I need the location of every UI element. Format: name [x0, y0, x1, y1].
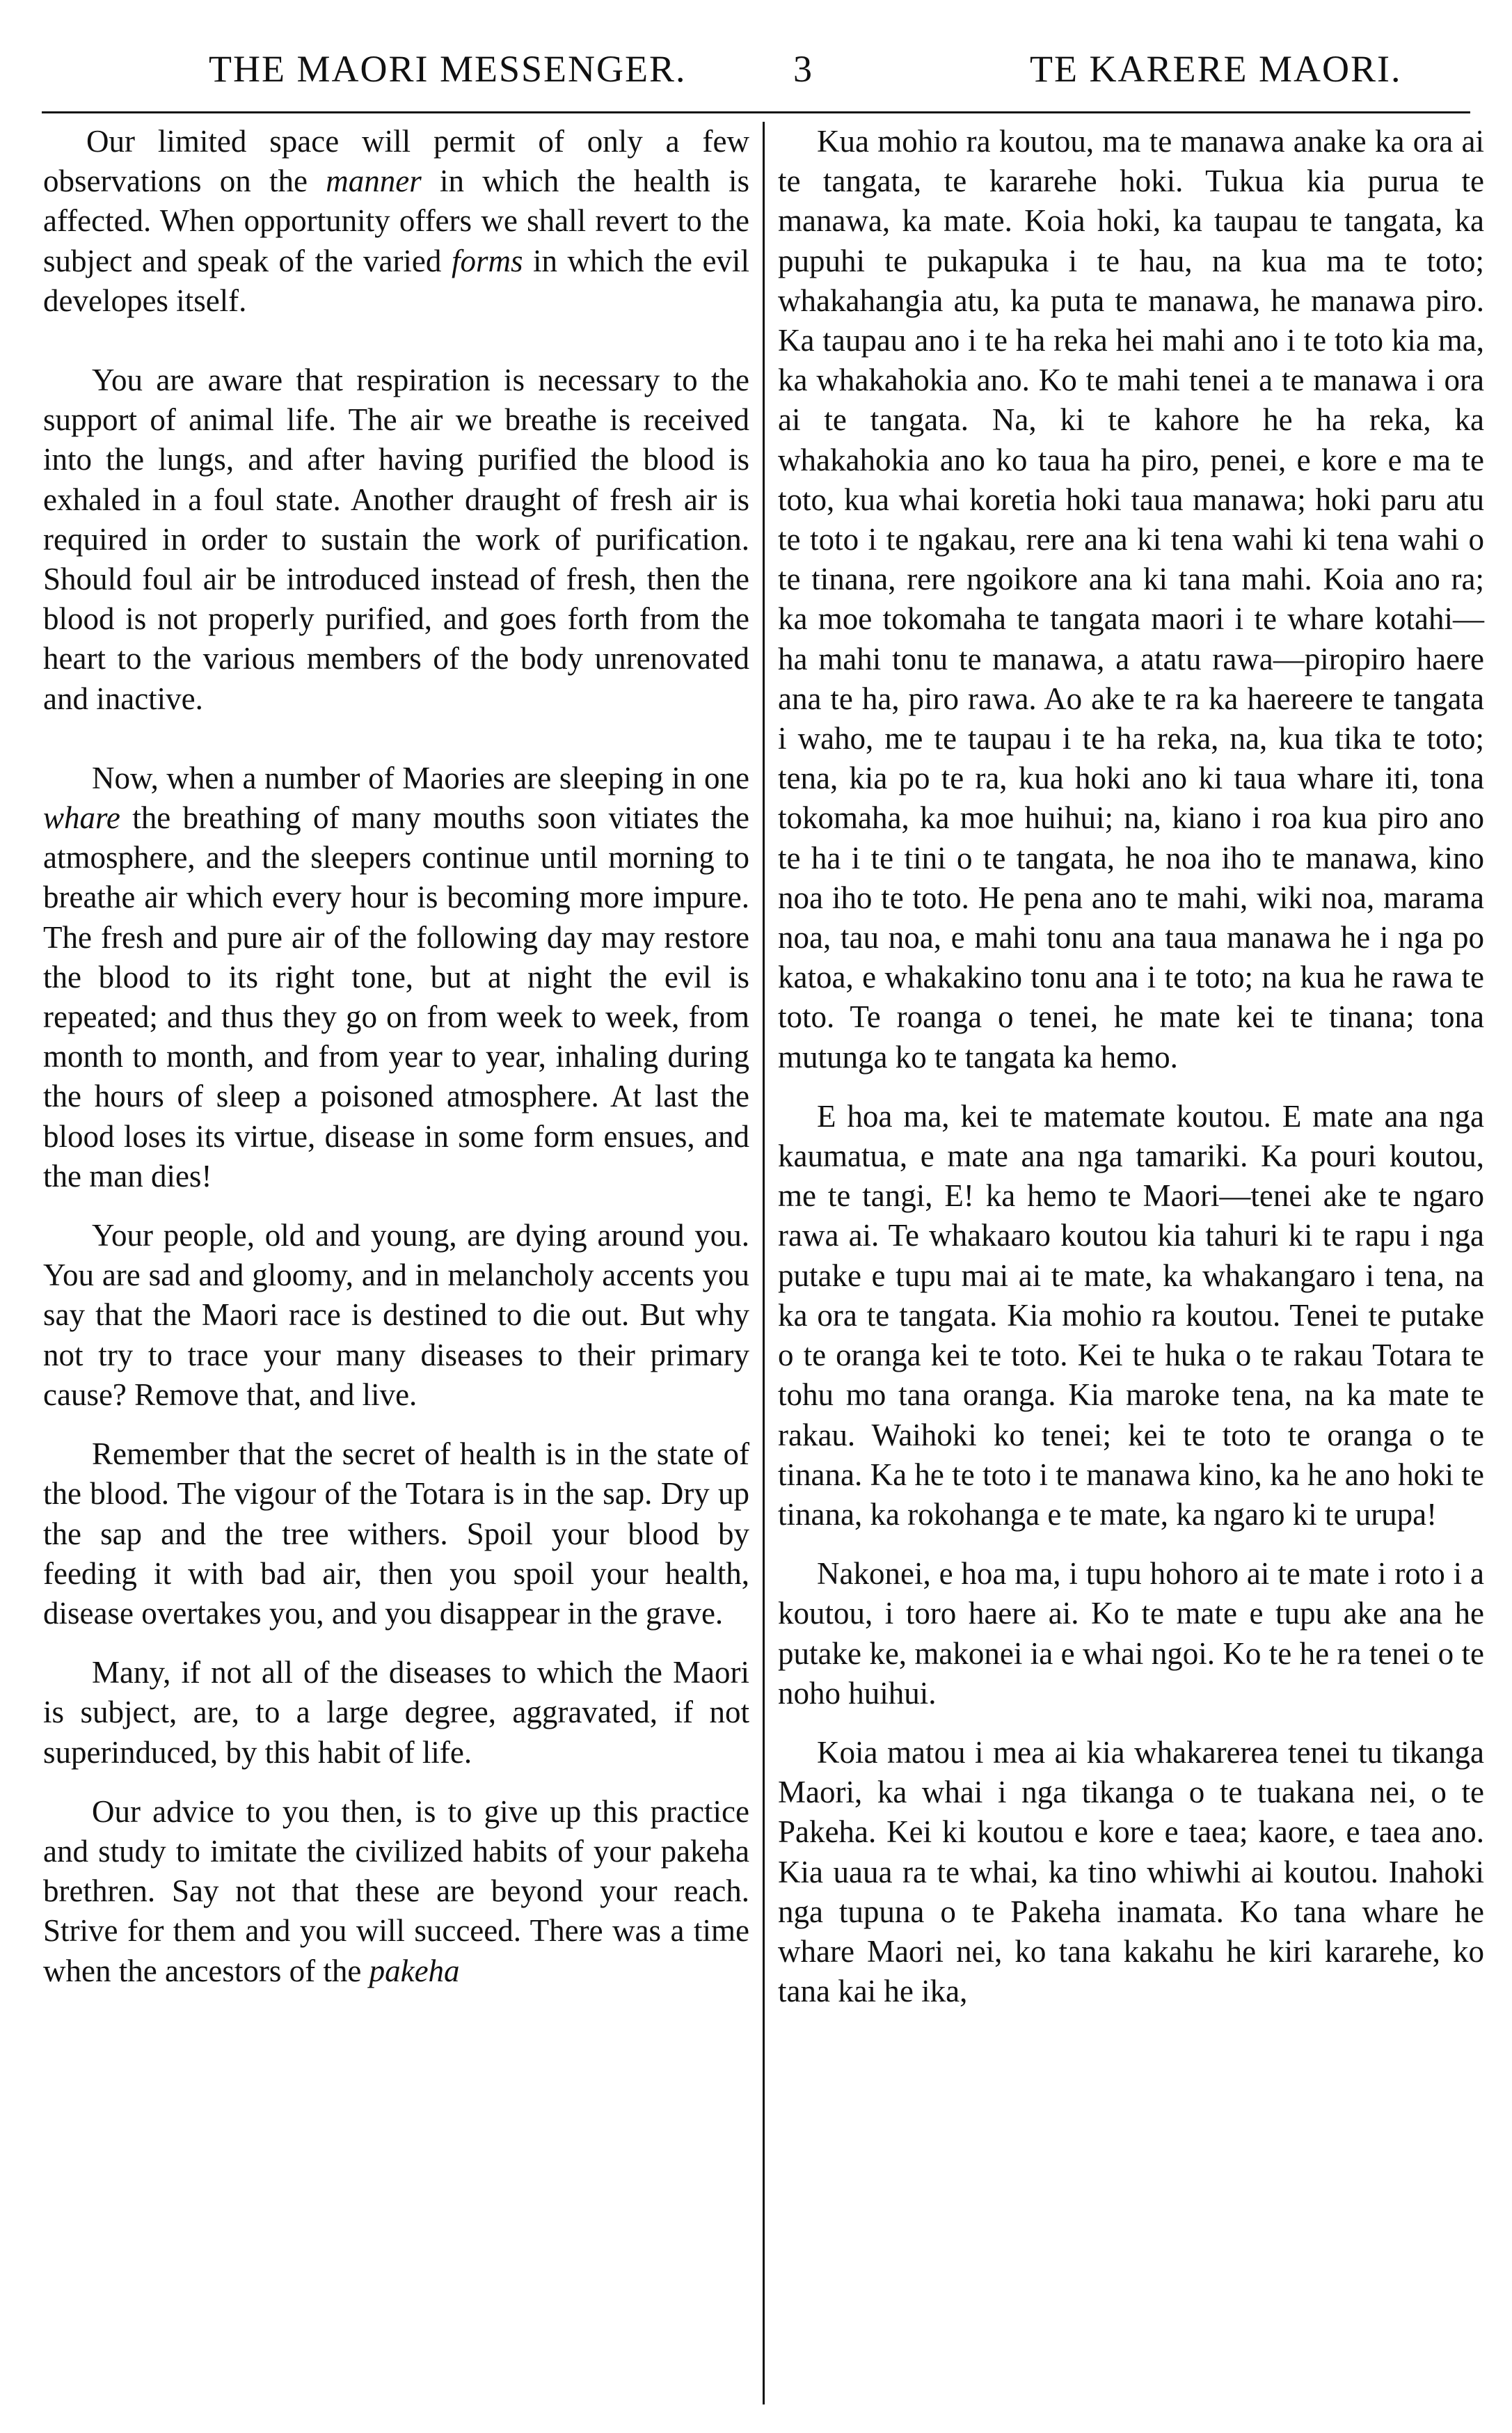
maori-column — [778, 122, 1484, 2011]
english-paragraph: Our limited space will permit of only a few observations on the manner in which the health is affected. When opportunity offers we shall revert to the subject and speak of the varied forms in which the evil developes itself. — [43, 124, 749, 318]
maori-paragraph: Koia matou i mea ai kia whakarerea tenei tu tikanga Maori, ka whai i nga tikanga o te tuakana nei, o te Pakeha. Kei ki koutou e kore e taea; kaore, e taea ano. Kia uaua ra te whai, ka tino whiwhi ai koutou. Inahoki nga tupuna o te Pakeha inamata. Ko tana whare he whare Maori nei, ko tana kakahu he kiri kararehe, ko tana kai he ika, — [778, 1734, 1484, 2009]
masthead-maori: TE KARERE MAORI. — [1030, 48, 1402, 90]
english-paragraph: Many, if not all of the diseases to which the Maori is subject, are, to a large degree, aggravated, if not superinduced, by this habit of life. — [43, 1655, 749, 1770]
english-paragraph: Our advice to you then, is to give up this practice and study to imitate the civilized habits of your pakeha brethren. Say not that these are beyond your reach. Strive for them and you will succeed. There was a time when the ancestors of the pakeha — [43, 1793, 749, 1988]
italic-term: forms — [451, 243, 523, 278]
english-paragraph: Remember that the secret of health is in the state of the blood. The vigour of the Totara is in the sap. Dry up the sap and the tree withers. Spoil your blood by feeding it with bad air, then you spoil your health, disease overtakes you, and you disappear in the grave. — [43, 1436, 749, 1631]
page-header — [42, 42, 1470, 97]
italic-term: manner — [326, 164, 422, 199]
header-rule — [42, 111, 1470, 113]
english-paragraph: You are aware that respiration is necessary to the support of animal life. The air we breathe is received into the lungs, and after having purified the blood is exhaled in a foul state. Another draught of fresh air is required in order to sustain the work of purification. Should foul air be introduced instead of fresh, then the blood is not properly purified, and goes forth from the heart to the various members of the body unrenovated and inactive. — [43, 363, 749, 716]
english-column — [43, 122, 749, 1991]
maori-paragraph: E hoa ma, kei te matemate koutou. E mate ana nga kaumatua, e mate ana nga tamariki. Ka pouri koutou, me te tangi, E! ka hemo te Maori—tenei ake te ngaro rawa ai. Te whakaaro koutou kia tahuri ki te rapu i nga putake e tupu mai ai te mate, ka whakangaro i tena, na ka ora te tangata. Kia mohio ra koutou. Tenei te putake o te oranga kei te toto. Kei te huka o te rakau Totara te tohu mo tana oranga. Kia maroke tena, na ka mate te rakau. Waihoki ko tenei; kei te toto te oranga o te tinana. Ka he te toto i te manawa kino, ka he ano hoki te tinana, ka rokohanga e te mate, ka ngaro ki te urupa! — [778, 1098, 1484, 1532]
maori-paragraph: Kua mohio ra koutou, ma te manawa anake ka ora ai te tangata, te kararehe hoki. Tukua kia purua te manawa, ka mate. Koia hoki, ka taupau te tangata, ka pupuhi te pukapuka i te hau, na kua ma te toto; whakahangia atu, ka puta te manawa, he manawa piro. Ka taupau ano i te ha reka hei mahi ano i te toto kia ma, ka whakahokia ano. Ko te mahi tenei a te manawa i ora ai te tangata. Na, ki te kahore he ha reka, ka whakahokia ano ko taua ha piro, penei, e kore e ma te toto, kua whai koretia hoki taua manawa; hoki paru atu te toto i te ngakau, rere ana ki tena wahi ki tena wahi o te tinana, rere ngoikore ana ki tana mahi. Koia ano ra; ka moe tokomaha te tangata maori i te whare kotahi—ha mahi tonu te manawa, a atatu rawa—piropiro haere ana te ha, piro rawa. Ao ake te ra ka haereere te tangata i waho, me te taupau i te ha reka, na, kua tika te toto; tena, kia po te ra, kua hoki ano ki taua whare iti, tona tokomaha, ka moe huihui; na, kiano i roa kua piro ano te ha i te tini o te tangata, he noa iho te manawa, kino noa iho te toto. He pena ano te mahi, wiki noa, marama noa, tau noa, e mahi tonu ana taua manawa he i nga po katoa, e whakakino tonu ana i te toto; na kua he rawa te toto. Te roanga o tenei, he mate kei te tinana; tona mutunga ko te tangata ka hemo. — [778, 124, 1484, 1075]
masthead-english: THE MAORI MESSENGER. — [209, 48, 687, 90]
english-paragraph: Your people, old and young, are dying around you. You are sad and gloomy, and in melancholy accents you say that the Maori race is destined to die out. But why not try to trace your many diseases to their primary cause? Remove that, and live. — [43, 1218, 749, 1412]
italic-term: whare — [43, 800, 120, 836]
column-divider — [763, 122, 765, 2404]
page-number: 3 — [793, 48, 813, 90]
italic-term: pakeha — [369, 1953, 460, 1988]
maori-paragraph: Nakonei, e hoa ma, i tupu hohoro ai te mate i roto i a koutou, i toro haere ai. Ko te mate e tupu ake ana he putake ke, makonei ia e whai ngoi. Ko te he ra tenei o te noho huihui. — [778, 1556, 1484, 1711]
english-paragraph: Now, when a number of Maories are sleeping in one whare the breathing of many mouths soon vitiates the atmosphere, and the sleepers continue until morning to breathe air which every hour is becoming more impure. The fresh and pure air of the following day may restore the blood to its right tone, but at night the evil is repeated; and thus they go on from week to week, from month to month, and from year to year, inhaling during the hours of sleep a poisoned atmosphere. At last the blood loses its virtue, disease in some form ensues, and the man dies! — [43, 760, 749, 1194]
